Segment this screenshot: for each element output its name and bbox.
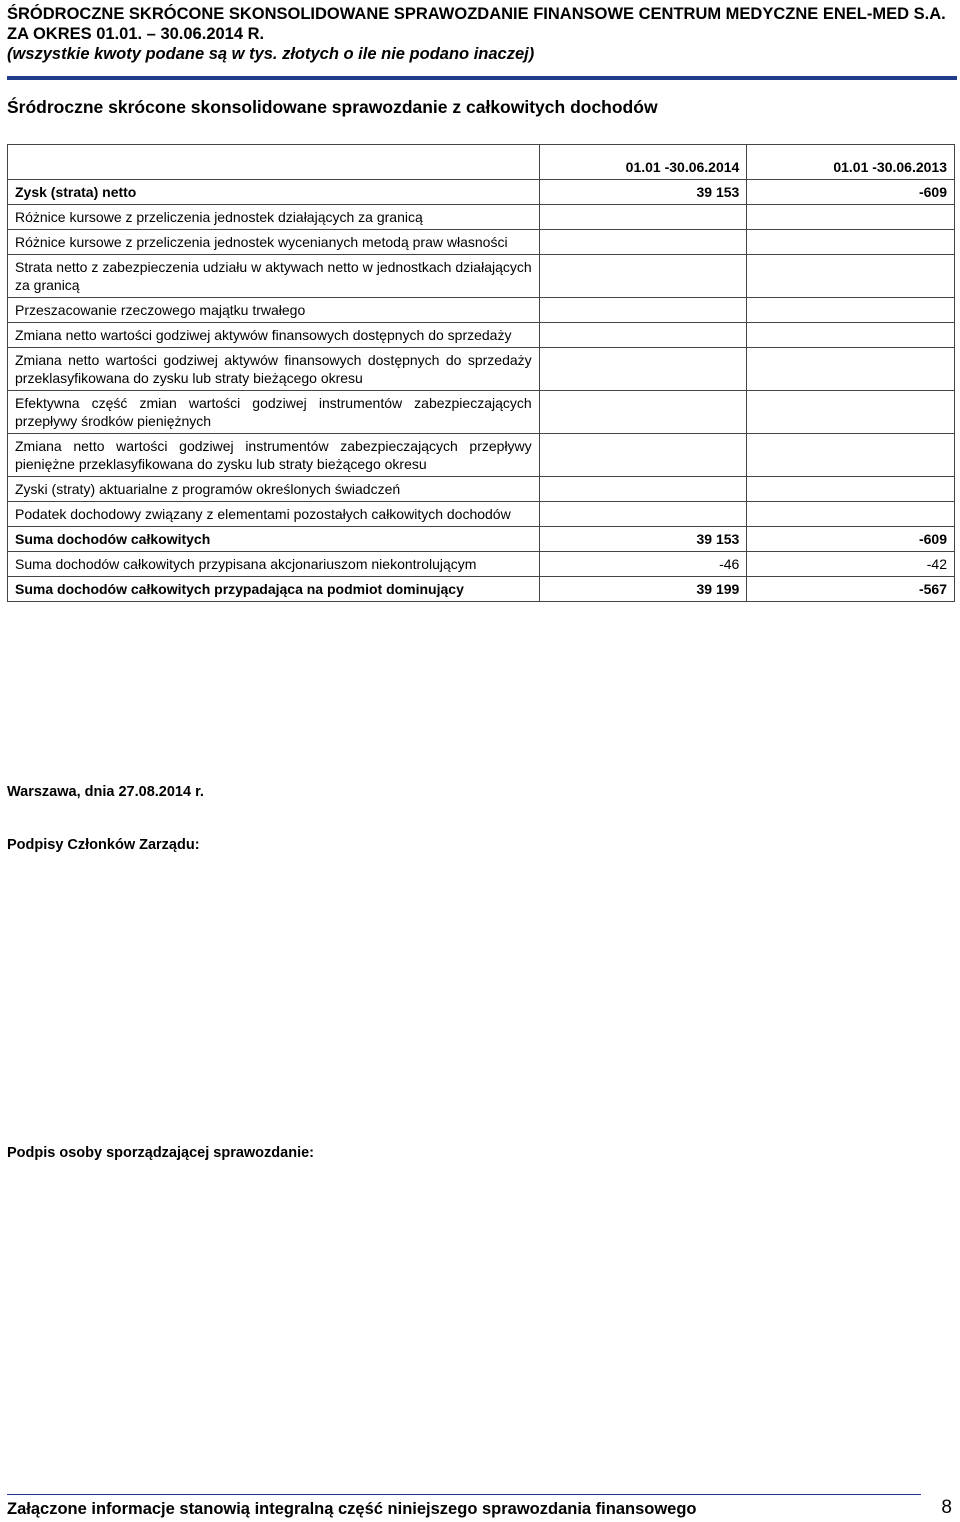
row-value-2013: -609 [747, 180, 955, 205]
table-row [8, 502, 955, 527]
row-value-2013 [747, 230, 955, 255]
row-label: Suma dochodów całkowitych przypadająca na podmiot dominujący [8, 577, 540, 602]
footer-divider [7, 1494, 921, 1495]
row-value-2013 [747, 205, 955, 230]
row-label: Efektywna część zmian wartości godziwej instrumentów zabezpieczających przepływy środków pieniężnych [8, 391, 540, 434]
table-header-row [8, 145, 955, 180]
header-title: ŚRÓDROCZNE SKRÓCONE SKONSOLIDOWANE SPRAWOZDANIE FINANSOWE CENTRUM MEDYCZNE ENEL-MED S.A. ZA OKRES 01.01. – 30.06.2014 R. [7, 5, 946, 43]
table-row [8, 323, 955, 348]
section-title: Śródroczne skrócone skonsolidowane sprawozdanie z całkowitych dochodów [7, 97, 658, 117]
row-value-2013 [747, 477, 955, 502]
row-label: Strata netto z zabezpieczenia udziału w aktywach netto w jednostkach działających za granicą [8, 255, 540, 298]
row-label: Zyski (straty) aktuarialne z programów określonych świadczeń [8, 477, 540, 502]
row-value-2013: -609 [747, 527, 955, 552]
table-row [8, 348, 955, 391]
row-value-2013 [747, 391, 955, 434]
row-value-2014: -46 [539, 552, 747, 577]
row-value-2013 [747, 323, 955, 348]
row-label: Różnice kursowe z przeliczenia jednostek wycenianych metodą praw własności [8, 230, 540, 255]
row-label: Suma dochodów całkowitych [8, 527, 540, 552]
row-value-2014 [539, 205, 747, 230]
header-divider [7, 76, 957, 80]
table-row [8, 230, 955, 255]
header-subtitle: (wszystkie kwoty podane są w tys. złotych o ile nie podano inaczej) [7, 45, 535, 63]
row-label: Suma dochodów całkowitych przypisana akcjonariuszom niekontrolującym [8, 552, 540, 577]
row-value-2014: 39 199 [539, 577, 747, 602]
table-row [8, 180, 955, 205]
period-1-header: 01.01 -30.06.2014 [539, 145, 747, 180]
board-signatures-label: Podpisy Członków Zarządu: [7, 837, 200, 853]
table-row [8, 527, 955, 552]
row-value-2014 [539, 298, 747, 323]
income-statement-table [7, 144, 955, 602]
period-2-header: 01.01 -30.06.2013 [747, 145, 955, 180]
row-label: Zmiana netto wartości godziwej instrumentów zabezpieczających przepływy pieniężne przeklasyfikowana do zysku lub straty bieżącego okresu [8, 434, 540, 477]
row-value-2014 [539, 323, 747, 348]
row-value-2014 [539, 255, 747, 298]
row-value-2014 [539, 434, 747, 477]
preparer-signature-label: Podpis osoby sporządzającej sprawozdanie: [7, 1145, 314, 1161]
row-label: Zmiana netto wartości godziwej aktywów finansowych dostępnych do sprzedaży [8, 323, 540, 348]
row-label: Przeszacowanie rzeczowego majątku trwałego [8, 298, 540, 323]
row-value-2014 [539, 230, 747, 255]
row-value-2013 [747, 502, 955, 527]
row-label: Podatek dochodowy związany z elementami pozostałych całkowitych dochodów [8, 502, 540, 527]
page-number: 8 [941, 1497, 952, 1518]
table-row [8, 477, 955, 502]
row-value-2014 [539, 348, 747, 391]
table-row [8, 205, 955, 230]
row-value-2013 [747, 255, 955, 298]
table-row [8, 391, 955, 434]
row-value-2014 [539, 477, 747, 502]
footer-note: Załączone informacje stanowią integralną część niniejszego sprawozdania finansowego [7, 1500, 697, 1518]
table-row [8, 255, 955, 298]
document-header [7, 4, 957, 64]
row-label: Zmiana netto wartości godziwej aktywów finansowych dostępnych do sprzedaży przeklasyfikowana do zysku lub straty bieżącego okresu [8, 348, 540, 391]
row-value-2013: -567 [747, 577, 955, 602]
row-value-2013: -42 [747, 552, 955, 577]
table-row [8, 434, 955, 477]
table-row [8, 552, 955, 577]
place-date: Warszawa, dnia 27.08.2014 r. [7, 784, 204, 800]
row-value-2014: 39 153 [539, 527, 747, 552]
row-value-2014 [539, 502, 747, 527]
row-value-2013 [747, 348, 955, 391]
row-value-2014: 39 153 [539, 180, 747, 205]
table-row [8, 577, 955, 602]
row-label: Zysk (strata) netto [8, 180, 540, 205]
row-value-2013 [747, 298, 955, 323]
table-row [8, 298, 955, 323]
row-value-2013 [747, 434, 955, 477]
header-label-cell [8, 145, 540, 180]
row-label: Różnice kursowe z przeliczenia jednostek działających za granicą [8, 205, 540, 230]
row-value-2014 [539, 391, 747, 434]
